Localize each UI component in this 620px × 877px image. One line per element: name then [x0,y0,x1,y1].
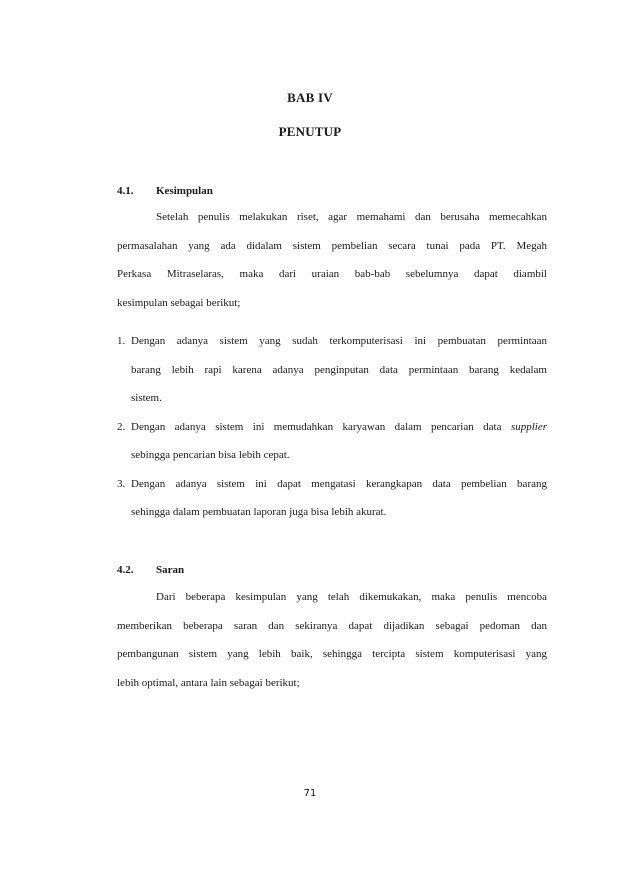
list-item-line [131,413,547,442]
list-item-line: Dengan adanya sistem yang sudah terkomputerisasi ini pembuatan permintaan [131,335,547,347]
kesimpulan-paragraph [117,203,547,317]
paragraph-line: memberikan beberapa saran dan sekiranya dapat dijadikan sebagai pedoman dan [117,619,547,632]
list-marker: 1. [117,335,126,347]
section-heading-saran [117,564,417,580]
page-number: 71 [303,788,317,799]
paragraph-line: pembangunan sistem yang lebih baik, sehingga tercipta sistem komputerisasi yang [117,648,547,660]
section-number: 4.2. [117,564,134,576]
list-item [117,413,547,470]
list-item-line: sehingga dalam pembuatan laporan juga bisa lebih akurat. [131,506,387,518]
section-title: Kesimpulan [156,185,213,197]
paragraph-line: Dari beberapa kesimpulan yang telah dikemukakan, maka penulis mencoba [156,591,547,603]
paragraph-line: Setelah penulis melakukan riset, agar memahami dan berusaha memecahkan [156,211,547,223]
list-item-line: sebingga pencarian bisa lebih cepat. [131,449,290,461]
list-item-text: Dengan adanya sistem ini memudahkan karyawan dalam pencarian data [131,420,511,433]
paragraph-line: Perkasa Mitraselaras, maka dari uraian bab-bab sebelumnya dapat diambil [117,268,547,280]
emphasized-term: supplier [510,420,547,433]
section-number: 4.1. [117,185,134,197]
saran-paragraph [117,583,547,697]
list-item-line: sistem. [131,392,162,404]
list-item [117,327,547,413]
section-heading-kesimpulan [117,185,417,201]
list-item-line: barang lebih rapi karena adanya penginputan data permintaan barang kedalam [131,363,547,376]
list-marker: 2. [117,420,126,433]
paragraph-line: lebih optimal, antara lain sebagai berikut; [117,676,300,689]
chapter-title: PENUTUP [278,124,342,139]
paragraph-line: permasalahan yang ada didalam sistem pembelian secara tunai pada PT. Megah [117,239,547,252]
kesimpulan-list [117,327,547,527]
chapter-label: BAB IV [287,90,333,105]
section-title: Saran [156,564,185,576]
list-item [117,470,547,527]
list-item-line: Dengan adanya sistem ini dapat mengatasi kerangkapan data pembelian barang [131,477,547,490]
paragraph-line: kesimpulan sebagai berikut; [117,296,241,309]
list-marker: 3. [117,477,126,490]
